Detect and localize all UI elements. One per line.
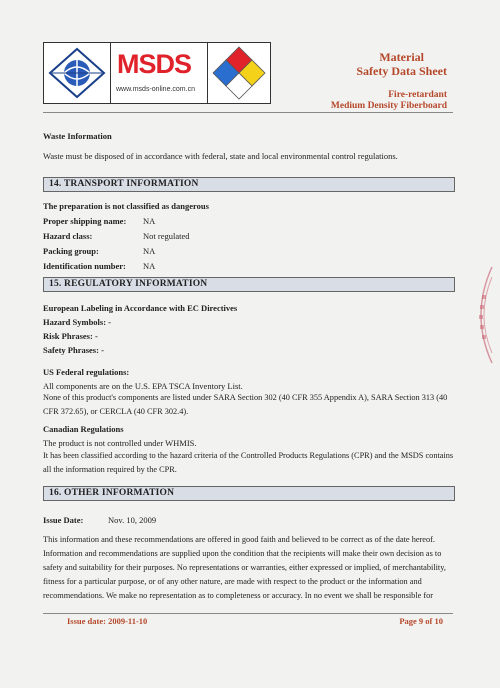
canadian-heading: Canadian Regulations bbox=[43, 424, 124, 434]
transport-value-id: NA bbox=[143, 261, 156, 271]
transport-value-shipping: NA bbox=[143, 216, 156, 226]
risk-phrases: Risk Phrases: - bbox=[43, 331, 98, 341]
cpr-text: It has been classified according to the hazard criteria of the Controlled Products Regulations (CPR) and the MSDS contains all the information required by the CPR. bbox=[43, 451, 454, 474]
waste-text: Waste must be disposed of in accordance with federal, state and local environmental control regulations. bbox=[43, 151, 398, 161]
section-16-header bbox=[43, 486, 455, 501]
section-15-title: 15. REGULATORY INFORMATION bbox=[49, 279, 208, 289]
footer-page-number: Page 9 of 10 bbox=[399, 616, 443, 626]
globe-logo-icon bbox=[44, 43, 111, 103]
document-title bbox=[356, 50, 447, 78]
msds-wordmark: MSDS bbox=[117, 49, 192, 79]
us-tsca-text: All components are on the U.S. EPA TSCA Inventory List. bbox=[43, 381, 243, 391]
waste-heading: Waste Information bbox=[43, 131, 112, 141]
eu-labeling-heading: European Labeling in Accordance with EC Directives bbox=[43, 303, 238, 313]
seal-stamp-icon bbox=[468, 265, 494, 365]
transport-label-shipping: Proper shipping name: bbox=[43, 216, 127, 226]
us-sara-text: None of this product's components are listed under SARA Section 302 (40 CFR 355 Appendix A), SARA Section 313 (40 CFR 372.65), or CERCLA (40 CFR 302.4). bbox=[43, 393, 448, 416]
transport-label-hazard: Hazard class: bbox=[43, 231, 93, 241]
us-federal-heading: US Federal regulations: bbox=[43, 367, 130, 377]
title-line-2: Safety Data Sheet bbox=[356, 64, 447, 78]
section-15-header bbox=[43, 277, 455, 292]
safety-phrases: Safety Phrases: - bbox=[43, 345, 104, 355]
title-line-1: Material bbox=[379, 50, 424, 64]
whmis-text: The product is not controlled under WHMIS. bbox=[43, 438, 197, 448]
nfpa-diamond-icon bbox=[208, 43, 270, 103]
hazard-symbols: Hazard Symbols: - bbox=[43, 317, 111, 327]
issue-date-value: Nov. 10, 2009 bbox=[108, 515, 157, 525]
issue-date-label: Issue Date: bbox=[43, 515, 84, 525]
section-14-header bbox=[43, 177, 455, 192]
msds-logo bbox=[111, 43, 208, 103]
product-line-1: Fire-retardant bbox=[388, 90, 447, 100]
section-14-title: 14. TRANSPORT INFORMATION bbox=[49, 179, 199, 189]
logo-box bbox=[43, 42, 271, 104]
msds-url: www.msds-online.com.cn bbox=[116, 86, 195, 93]
section-16-title: 16. OTHER INFORMATION bbox=[49, 488, 175, 498]
transport-lead: The preparation is not classified as dangerous bbox=[43, 201, 209, 211]
transport-label-packing: Packing group: bbox=[43, 246, 99, 256]
footer-divider bbox=[43, 613, 453, 614]
product-line-2: Medium Density Fiberboard bbox=[330, 101, 447, 111]
product-name bbox=[331, 90, 447, 112]
header-divider bbox=[43, 112, 453, 113]
footer-issue-date: Issue date: 2009-11-10 bbox=[67, 616, 148, 626]
transport-label-id: Identification number: bbox=[43, 261, 126, 271]
disclaimer-text: This information and these recommendations are offered in good faith and believed to be correct as of the date hereof. Information and recommendations are supplied upon the condition that the recipients will make their own decision as to safety and suitability for their purposes. No representations or warranties, either expressed or implied, of merchantability, fitness for a particular purpose, or of any other nature, are made with respect to the product or the information and recommendations. We make no representation as to completeness or accuracy. In no event we shall be responsible for bbox=[43, 535, 446, 600]
transport-value-hazard: Not regulated bbox=[143, 231, 190, 241]
transport-value-packing: NA bbox=[143, 246, 156, 256]
